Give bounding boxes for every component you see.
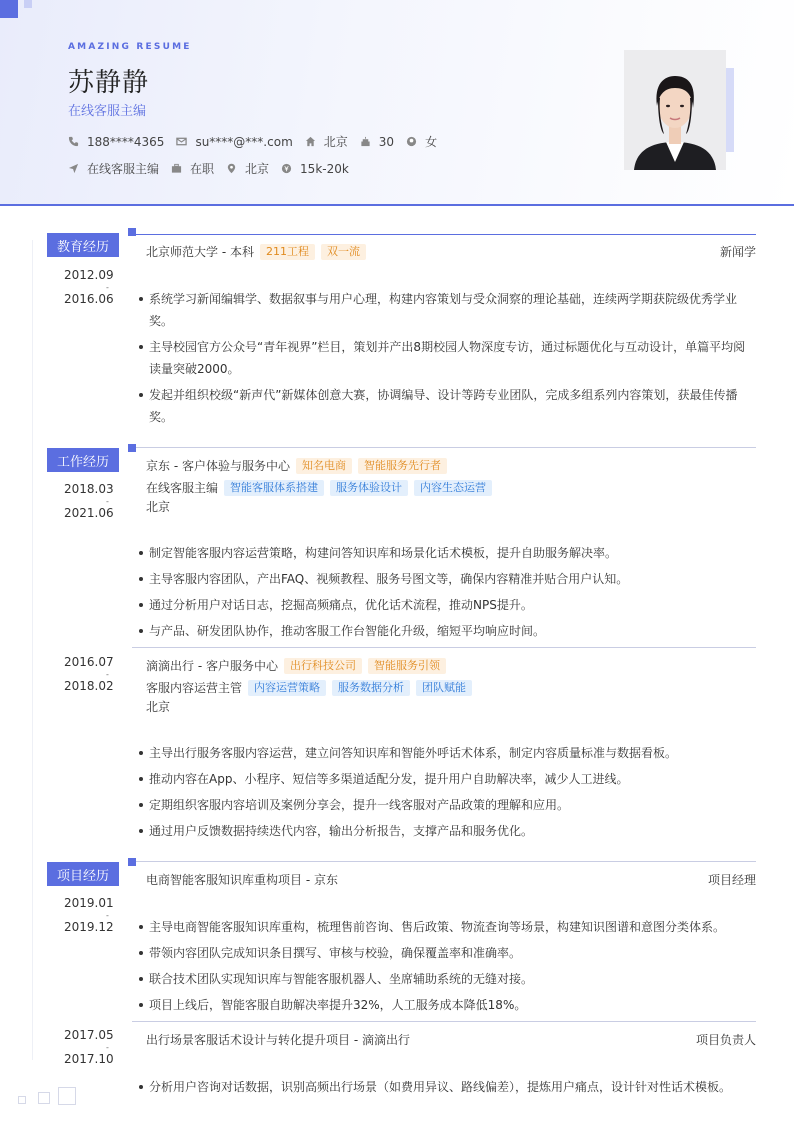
status-text: 在职 — [190, 162, 215, 176]
section-work-title: 工作经历 — [47, 448, 119, 472]
skill-tag: 智能客服体系搭建 — [224, 480, 324, 496]
section-marker — [128, 444, 136, 452]
section-rule — [136, 861, 756, 862]
phone-item — [68, 135, 164, 149]
company-tag: 出行科技公司 — [284, 658, 362, 674]
date-separator: - — [106, 1043, 109, 1052]
entry-divider — [132, 647, 756, 648]
coin-icon — [281, 163, 292, 174]
date-separator: - — [106, 911, 109, 920]
list-item: 通过用户反馈数据持续迭代内容，输出分析报告，支撑产品和服务优化。 — [138, 820, 756, 842]
phone-text: 188****4365 — [87, 134, 165, 149]
project-end-date: 2017.10 — [64, 1052, 114, 1066]
list-item: 主导出行服务客服内容运营，建立问答知识库和智能外呼话术体系，制定内容质量标准与数据看板。 — [138, 742, 756, 764]
gender-text: 女 — [425, 135, 438, 149]
list-item: 主导校园官方公众号“青年视界”栏目，策划并产出8期校园人物深度专访，通过标题优化与互动设计，单篇平均阅读量突破2000。 — [138, 336, 756, 380]
company-tag: 知名电商 — [296, 458, 352, 474]
decor-square-small — [24, 0, 32, 8]
date-separator: - — [106, 283, 109, 292]
list-item: 推动内容在App、小程序、短信等多渠道适配分发，提升用户自助解决率，减少人工进线。 — [138, 768, 756, 790]
list-item: 定期组织客服内容培训及案例分享会，提升一线客服对产品政策的理解和应用。 — [138, 794, 756, 816]
work-end-date: 2021.06 — [64, 506, 114, 520]
candidate-role: 在线客服主编 — [68, 104, 147, 119]
intent-city-item — [226, 160, 269, 177]
resume-header — [0, 0, 794, 206]
school-name: 北京师范大学 - 本科 — [146, 245, 254, 259]
school-tag: 211工程 — [260, 244, 315, 260]
list-item: 系统学习新闻编辑学、数据叙事与用户心理，构建内容策划与受众洞察的理论基础，连续两学期获院级优秀学业奖。 — [138, 288, 756, 332]
work-end-date: 2018.02 — [64, 679, 114, 693]
contact-row — [68, 133, 449, 150]
age-text: 30 — [378, 134, 395, 149]
work-bullets — [138, 742, 756, 846]
company-tag: 智能服务引领 — [368, 658, 446, 674]
date-separator: - — [106, 497, 109, 506]
skill-tag: 服务数据分析 — [332, 680, 410, 696]
profile-photo — [624, 50, 726, 170]
work-bullets — [138, 542, 756, 646]
skill-tag: 内容生态运营 — [414, 480, 492, 496]
gender-item — [406, 133, 437, 150]
home-city-text: 北京 — [323, 135, 348, 149]
education-end-date: 2016.06 — [64, 292, 114, 306]
avatar-portrait — [624, 50, 726, 170]
decor-square — [18, 1096, 26, 1104]
list-item: 制定智能客服内容运营策略，构建问答知识库和场景化话术模板，提升自助服务解决率。 — [138, 542, 756, 564]
work-position — [146, 679, 472, 696]
skill-tag: 团队赋能 — [416, 680, 472, 696]
project-bullets — [138, 916, 756, 1020]
section-marker — [128, 858, 136, 866]
section-rule — [136, 447, 756, 448]
education-start-date: 2012.09 — [64, 268, 114, 282]
section-project-title: 项目经历 — [47, 862, 119, 886]
list-item: 分析用户咨询对话数据，识别高频出行场景（如费用异议、路线偏差），提炼用户痛点，设计针对性话术模板。 — [138, 1076, 756, 1098]
work-start-date: 2016.07 — [64, 655, 114, 669]
candidate-name: 苏静静 — [68, 68, 150, 98]
education-school — [146, 243, 366, 260]
list-item: 联合技术团队实现知识库与智能客服机器人、坐席辅助系统的无缝对接。 — [138, 968, 756, 990]
cake-icon — [360, 136, 371, 147]
location-pin-icon — [226, 163, 237, 174]
work-city: 北京 — [146, 700, 171, 714]
company-tag: 智能服务先行者 — [358, 458, 447, 474]
education-major: 新闻学 — [719, 245, 756, 259]
decor-square — [0, 0, 18, 18]
age-item — [360, 135, 394, 149]
project-title: 电商智能客服知识库重构项目 - 京东 — [146, 873, 338, 887]
mail-icon — [176, 136, 187, 147]
salary-text: 15k-20k — [300, 161, 349, 176]
project-start-date: 2017.05 — [64, 1028, 114, 1042]
intent-city-text: 北京 — [245, 162, 270, 176]
company-name: 京东 - 客户体验与服务中心 — [146, 459, 290, 473]
company-name: 滴滴出行 - 客户服务中心 — [146, 659, 278, 673]
section-marker — [128, 228, 136, 236]
list-item: 与产品、研发团队协作，推动客服工作台智能化升级，缩短平均响应时间。 — [138, 620, 756, 642]
decor-square — [58, 1087, 76, 1105]
list-item: 发起并组织校级“新声代”新媒体创意大赛，协调编导、设计等跨专业团队，完成多组系列内容策划，获最佳传播奖。 — [138, 384, 756, 428]
salary-item — [281, 162, 349, 176]
entry-divider — [132, 1021, 756, 1022]
project-title: 出行场景客服话术设计与转化提升项目 - 滴滴出行 — [146, 1033, 410, 1047]
project-start-date: 2019.01 — [64, 896, 114, 910]
send-icon — [68, 163, 79, 174]
work-company — [146, 457, 447, 474]
position-name: 客服内容运营主管 — [146, 681, 243, 695]
intent-row — [68, 160, 361, 177]
work-position — [146, 479, 492, 496]
home-icon — [305, 136, 316, 147]
intent-role-item — [68, 160, 159, 177]
timeline-rail — [32, 240, 33, 1060]
home-city-item — [305, 133, 348, 150]
list-item: 主导客服内容团队，产出FAQ、视频教程、服务号图文等，确保内容精准并贴合用户认知。 — [138, 568, 756, 590]
skill-tag: 服务体验设计 — [330, 480, 408, 496]
list-item: 带领内容团队完成知识条目撰写、审核与校验，确保覆盖率和准确率。 — [138, 942, 756, 964]
work-start-date: 2018.03 — [64, 482, 114, 496]
intent-role-text: 在线客服主编 — [87, 162, 160, 176]
brand-label: AMAZING RESUME — [68, 42, 192, 52]
list-item: 项目上线后，智能客服自助解决率提升32%，人工服务成本降低18%。 — [138, 994, 756, 1016]
project-bullets — [138, 1076, 756, 1102]
work-city: 北京 — [146, 500, 171, 514]
gender-icon — [406, 136, 417, 147]
date-separator: - — [106, 670, 109, 679]
project-end-date: 2019.12 — [64, 920, 114, 934]
section-rule — [136, 234, 756, 235]
section-education-title: 教育经历 — [47, 233, 119, 257]
project-role: 项目负责人 — [695, 1033, 756, 1047]
decor-square — [38, 1092, 50, 1104]
project-role: 项目经理 — [707, 873, 756, 887]
email-item — [176, 135, 292, 149]
phone-icon — [68, 136, 79, 147]
position-name: 在线客服主编 — [146, 481, 219, 495]
briefcase-icon — [171, 163, 182, 174]
list-item: 通过分析用户对话日志，挖掘高频痛点，优化话术流程，推动NPS提升。 — [138, 594, 756, 616]
list-item: 主导电商智能客服知识库重构，梳理售前咨询、售后政策、物流查询等场景，构建知识图谱和意图分类体系。 — [138, 916, 756, 938]
education-bullets — [138, 288, 756, 432]
status-item — [171, 160, 214, 177]
work-company — [146, 657, 446, 674]
school-tag: 双一流 — [321, 244, 366, 260]
skill-tag: 内容运营策略 — [248, 680, 326, 696]
email-text: su****@***.com — [195, 134, 293, 149]
